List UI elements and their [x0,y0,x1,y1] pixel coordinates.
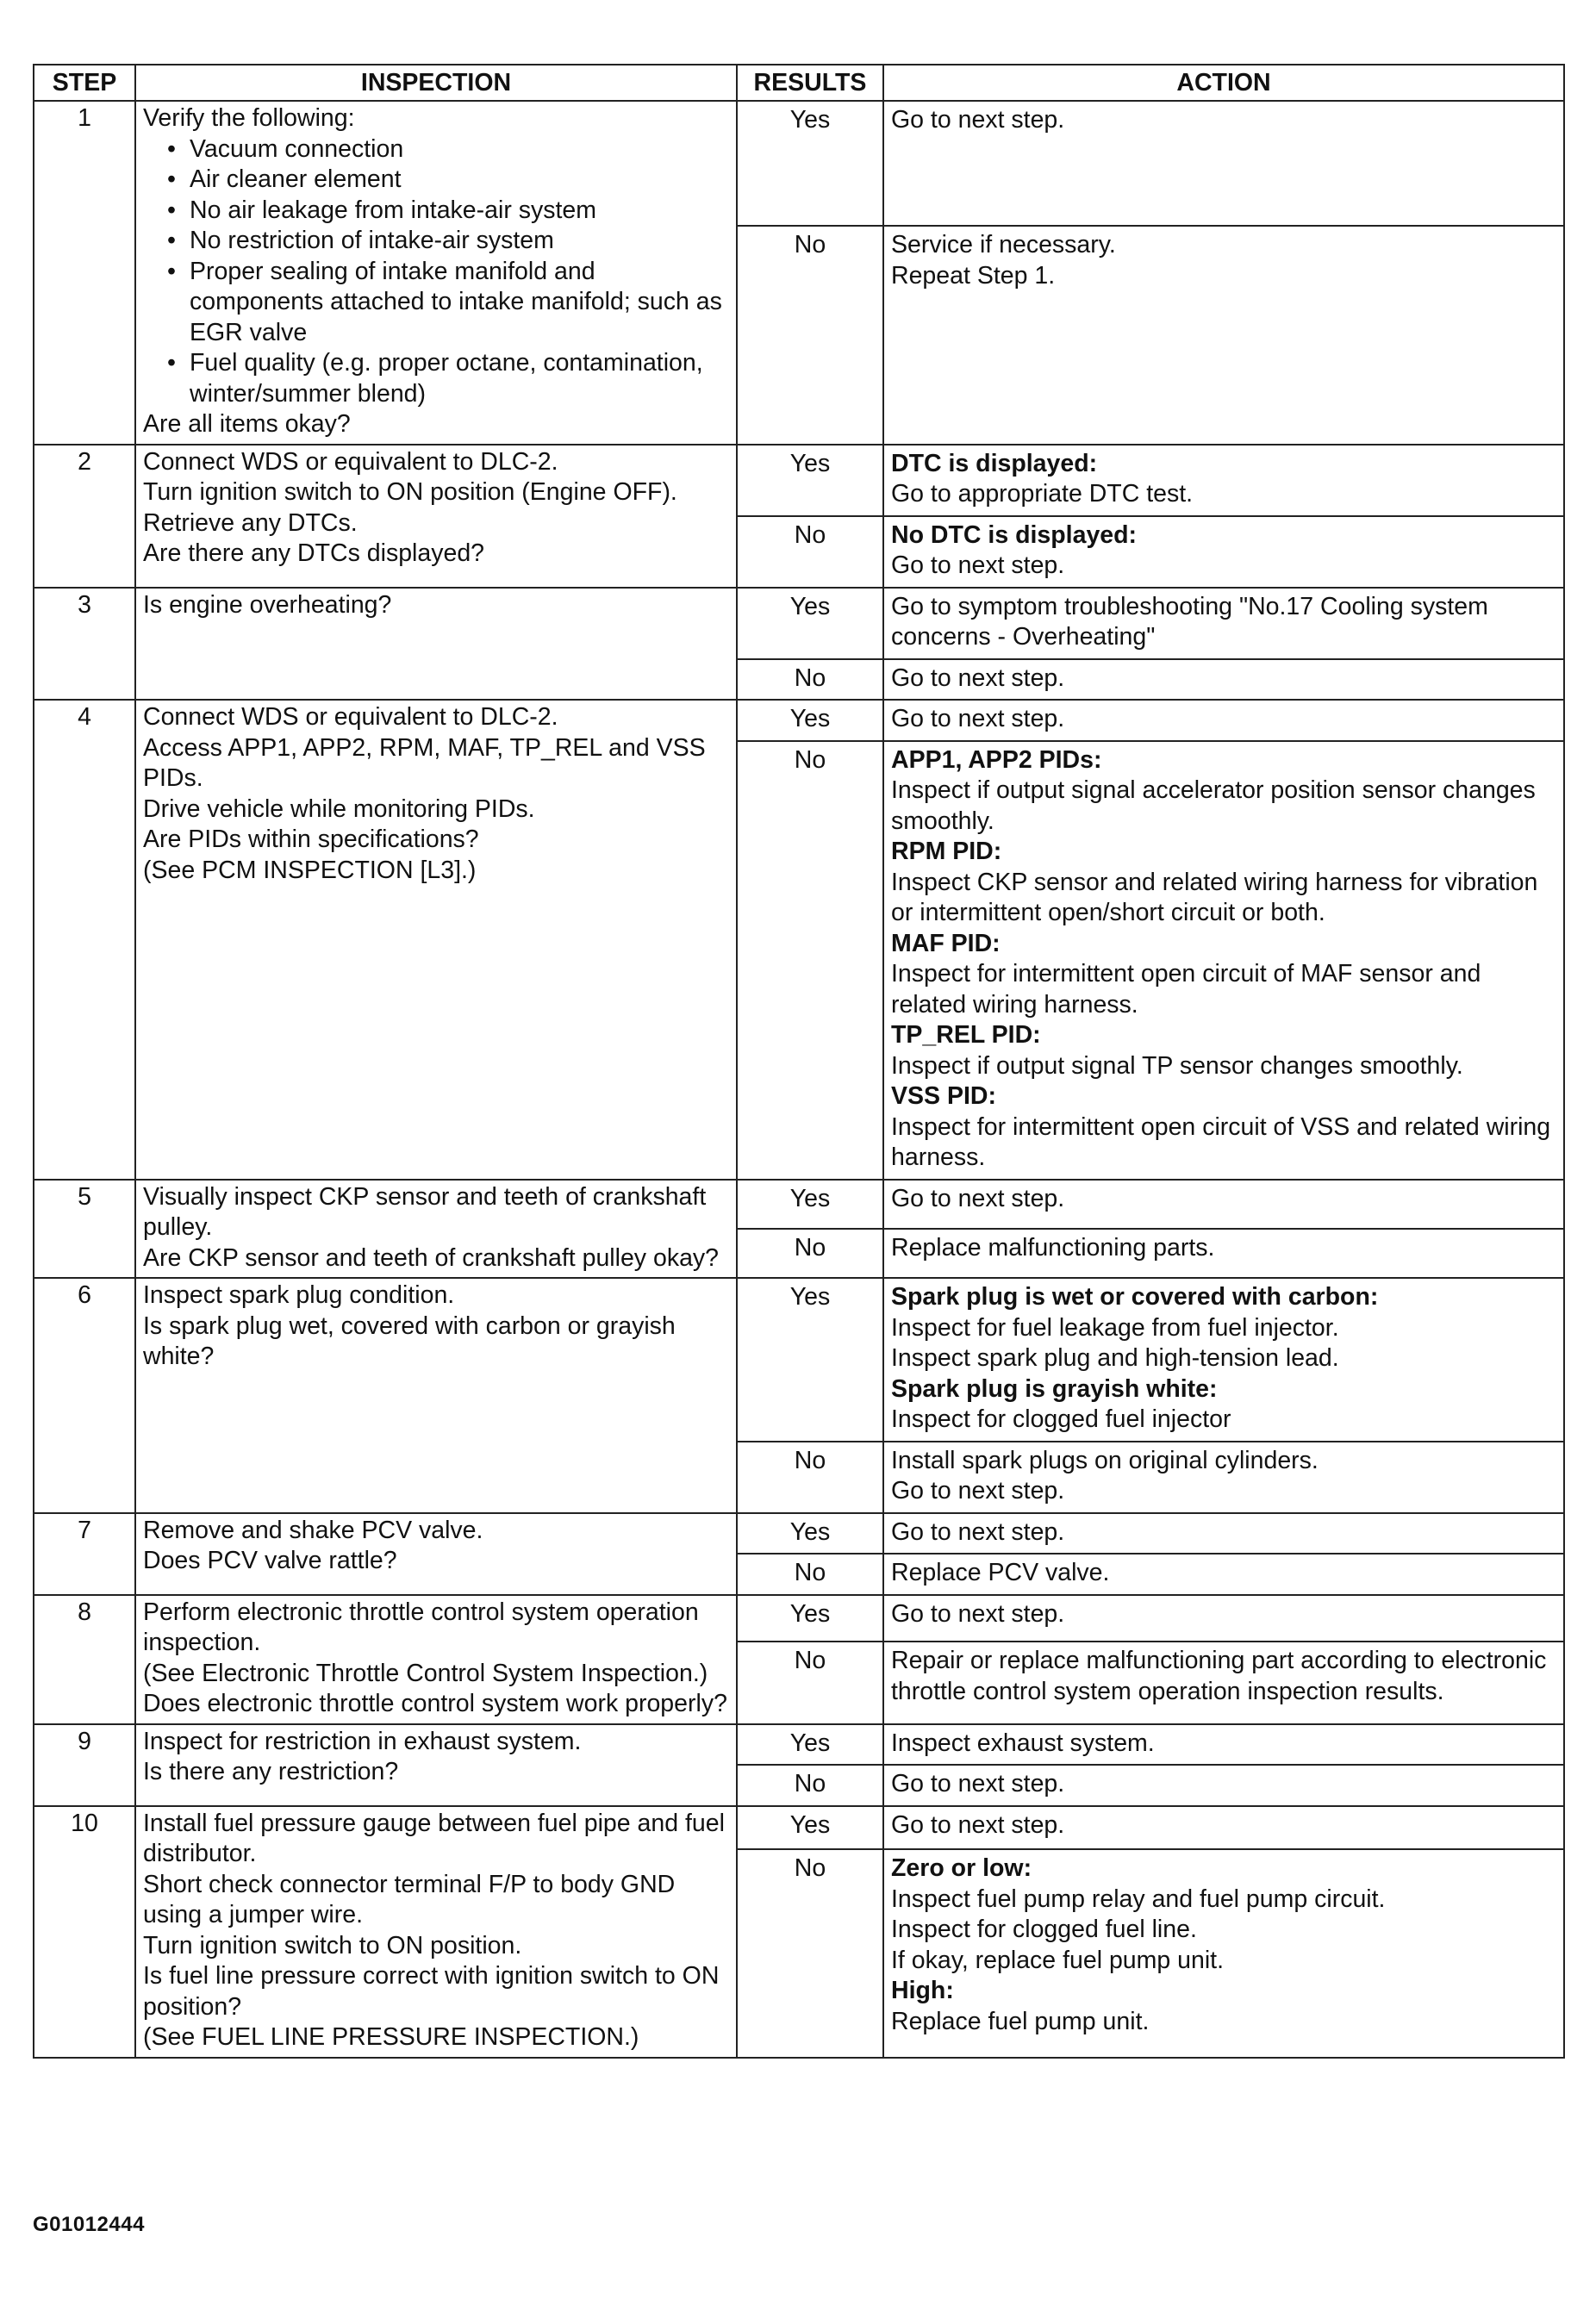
table-body [34,101,1564,2058]
action-heading: High: [891,1977,954,2005]
inspection-line: Are PIDs within specifications? [143,826,479,853]
action-heading: No DTC is displayed: [891,520,1138,549]
inspection-line: Retrieve any DTCs. [143,508,358,537]
action-line: Go to next step. [891,1477,1065,1505]
step-number: 10 [34,1806,135,2058]
result-cell: Yes [737,101,883,226]
inspection-line: Access APP1, APP2, RPM, MAF, TP_REL and VSS PIDs. [143,733,706,792]
step-number: 3 [34,588,135,701]
action-line: Go to symptom troubleshooting "No.17 Cooling system concerns - Overheating" [891,592,1488,651]
inspection-line: Short check connector terminal F/P to body GND using a jumper wire. [143,1870,676,1928]
inspection-line: Inspect for restriction in exhaust system. [143,1727,582,1755]
action-line: Go to next step. [891,106,1065,134]
action-line: Inspect for clogged fuel line. [891,1916,1197,1944]
inspection-line: Is engine overheating? [143,590,392,619]
action-heading: Spark plug is wet or covered with carbon: [891,1283,1379,1311]
inspection-line: Are there any DTCs displayed? [143,539,485,567]
header-inspection: INSPECTION [135,65,737,101]
result-cell: No [737,659,883,701]
step-number: 1 [34,101,135,445]
result-cell: Yes [737,1595,883,1642]
action-cell [883,1229,1564,1278]
action-line: Go to next step. [891,1599,1065,1628]
inspection-line: Are CKP sensor and teeth of crankshaft pulley okay? [143,1243,720,1272]
inspection-checklist [143,134,731,410]
header-row [34,65,1564,101]
table-row [34,1513,1564,1554]
action-cell [883,1642,1564,1723]
result-cell: No [737,1849,883,2057]
action-line: Inspect spark plug and high-tension lead. [891,1344,1339,1372]
action-line: Go to appropriate DTC test. [891,480,1194,508]
result-cell: No [737,1642,883,1723]
step-number: 4 [34,700,135,1180]
step-number: 6 [34,1278,135,1513]
inspection-line: Install fuel pressure gauge between fuel pipe and fuel distributor. [143,1809,725,1867]
inspection-cell [135,1806,737,2058]
inspection-cell [135,445,737,588]
result-cell: Yes [737,1180,883,1229]
inspection-line: Perform electronic throttle control system operation inspection. [143,1598,699,1656]
action-line: Inspect for clogged fuel injector [891,1405,1231,1433]
result-cell: No [737,1765,883,1806]
table-row [34,445,1564,516]
action-heading: MAF PID: [891,929,1001,957]
action-line: Inspect for fuel leakage from fuel injector. [891,1313,1339,1342]
checklist-item: • Vacuum connection [167,134,731,165]
checklist-item: • Fuel quality (e.g. proper octane, contamination, winter/summer blend) [167,348,731,409]
action-heading: Spark plug is grayish white: [891,1374,1218,1403]
action-heading: DTC is displayed: [891,449,1098,477]
inspection-line: Turn ignition switch to ON position. [143,1931,522,1959]
step-number: 9 [34,1724,135,1806]
action-line: Go to next step. [891,1770,1065,1797]
table-row [34,1724,1564,1766]
table-row [34,1806,1564,1850]
action-line: Replace fuel pump unit. [891,2007,1150,2035]
table-row [34,588,1564,659]
action-cell [883,1806,1564,1850]
action-heading: RPM PID: [891,838,1002,865]
table-row [34,1180,1564,1229]
result-cell: No [737,516,883,588]
action-cell [883,516,1564,588]
table-row [34,1278,1564,1442]
inspection-cell [135,1278,737,1513]
inspection-line: Visually inspect CKP sensor and teeth of crankshaft pulley. [143,1182,707,1241]
troubleshooting-table [33,64,1565,2059]
result-cell: Yes [737,445,883,516]
step-number: 5 [34,1180,135,1279]
inspection-line: Connect WDS or equivalent to DLC-2. [143,703,558,731]
action-cell [883,659,1564,701]
result-cell: Yes [737,700,883,741]
troubleshooting-sheet [33,64,1563,2059]
checklist-item: • No restriction of intake-air system [167,226,731,257]
action-line: Repair or replace malfunctioning part according to electronic throttle control system operation inspection results. [891,1647,1547,1705]
action-line: Install spark plugs on original cylinders. [891,1446,1319,1474]
figure-id: G01012444 [33,2213,145,2236]
action-line: Go to next step. [891,664,1065,692]
action-line: Service if necessary. [891,231,1116,259]
action-line: Go to next step. [891,705,1065,732]
action-cell [883,1278,1564,1442]
table-row [34,101,1564,226]
action-line: Replace PCV valve. [891,1559,1110,1586]
result-cell: No [737,1229,883,1278]
inspection-cell [135,1724,737,1806]
action-line: Go to next step. [891,1517,1065,1546]
table-row [34,1595,1564,1642]
inspection-line: Connect WDS or equivalent to DLC-2. [143,447,558,476]
inspection-line: Does PCV valve rattle? [143,1547,397,1574]
action-line: Go to next step. [891,1810,1065,1839]
step-number: 7 [34,1513,135,1595]
action-cell [883,1180,1564,1229]
inspection-cell [135,700,737,1180]
action-heading: APP1, APP2 PIDs: [891,745,1102,774]
checklist-item: • No air leakage from intake-air system [167,196,731,227]
action-cell [883,1765,1564,1806]
header-step: STEP [34,65,135,101]
action-line: If okay, replace fuel pump unit. [891,1946,1225,1974]
header-results: RESULTS [737,65,883,101]
action-cell [883,588,1564,659]
action-cell [883,1724,1564,1766]
action-line: Inspect for intermittent open circuit of VSS and related wiring harness. [891,1112,1551,1171]
result-cell: Yes [737,1724,883,1766]
action-line: Inspect exhaust system. [891,1729,1155,1757]
table-row [34,700,1564,741]
result-cell: Yes [737,588,883,659]
action-cell [883,101,1564,226]
action-line: Inspect for intermittent open circuit of MAF sensor and related wiring harness. [891,960,1481,1019]
inspection-cell [135,1180,737,1279]
action-line: Replace malfunctioning parts. [891,1233,1215,1262]
action-cell [883,226,1564,444]
result-cell: No [737,741,883,1180]
inspection-line: Is fuel line pressure correct with ignition switch to ON position? [143,1962,720,2021]
result-cell: Yes [737,1278,883,1442]
inspection-line: (See Electronic Throttle Control System Inspection.) [143,1659,708,1687]
action-cell [883,445,1564,516]
inspection-cell [135,588,737,701]
inspection-cell [135,1513,737,1595]
result-cell: No [737,226,883,444]
action-heading: VSS PID: [891,1082,996,1110]
header-action: ACTION [883,65,1564,101]
result-cell: Yes [737,1513,883,1554]
action-cell [883,1595,1564,1642]
inspection-line: Remove and shake PCV valve. [143,1516,483,1544]
result-cell: No [737,1442,883,1513]
action-cell [883,1513,1564,1554]
checklist-item: • Air cleaner element [167,165,731,196]
action-line: Go to next step. [891,551,1065,579]
action-line: Inspect if output signal TP sensor changes smoothly. [891,1051,1463,1080]
action-line: Inspect if output signal accelerator position sensor changes smoothly. [891,776,1536,835]
inspection-cell [135,101,737,445]
inspection-cell [135,1595,737,1724]
action-line: Inspect CKP sensor and related wiring harness for vibration or intermittent open/short circuit or both. [891,868,1538,926]
action-line: Go to next step. [891,1184,1065,1212]
action-line: Repeat Step 1. [891,261,1056,290]
inspection-line: Is there any restriction? [143,1758,399,1785]
action-heading: TP_REL PID: [891,1021,1041,1049]
inspection-line: Turn ignition switch to ON position (Engine OFF). [143,478,677,506]
inspection-line: Does electronic throttle control system work properly? [143,1690,727,1717]
action-cell [883,1849,1564,2057]
step-number: 8 [34,1595,135,1724]
action-cell [883,741,1564,1180]
inspection-question: Are all items okay? [143,410,351,438]
step-number: 2 [34,445,135,588]
checklist-item: • Proper sealing of intake manifold and components attached to intake manifold; such as EGR valve [167,257,731,349]
result-cell: Yes [737,1806,883,1850]
inspection-line: (See FUEL LINE PRESSURE INSPECTION.) [143,2023,639,2051]
action-cell [883,1554,1564,1595]
result-cell: No [737,1554,883,1595]
inspection-line: (See PCM INSPECTION [L3].) [143,856,477,884]
action-heading: Zero or low: [891,1854,1032,1883]
inspection-line: Drive vehicle while monitoring PIDs. [143,794,535,823]
inspection-line: Is spark plug wet, covered with carbon or grayish white? [143,1311,676,1370]
action-line: Inspect fuel pump relay and fuel pump circuit. [891,1885,1386,1913]
inspection-line: Inspect spark plug condition. [143,1281,455,1309]
action-cell [883,1442,1564,1513]
action-cell [883,700,1564,741]
inspection-intro: Verify the following: [143,104,355,132]
